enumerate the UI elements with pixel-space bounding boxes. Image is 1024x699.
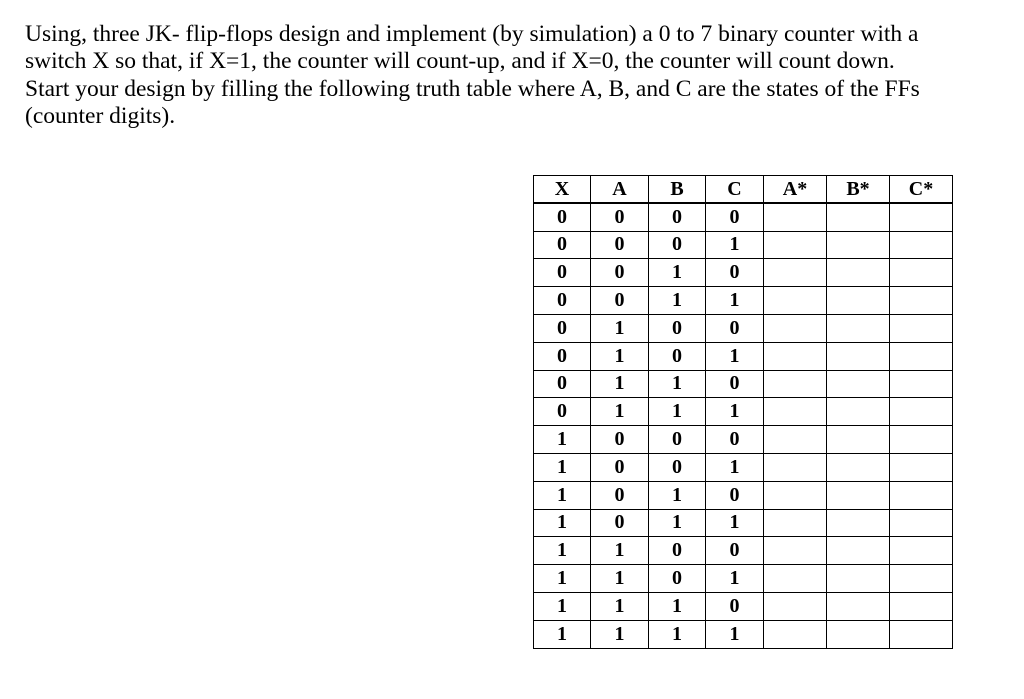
cell-a: 1 bbox=[591, 620, 649, 648]
cell-c: 0 bbox=[706, 370, 764, 398]
cell-c-next[interactable] bbox=[890, 342, 953, 370]
cell-a: 1 bbox=[591, 537, 649, 565]
cell-x: 1 bbox=[534, 481, 591, 509]
cell-c-next[interactable] bbox=[890, 231, 953, 259]
cell-a-next[interactable] bbox=[764, 537, 827, 565]
cell-b-next[interactable] bbox=[827, 203, 890, 231]
cell-x: 1 bbox=[534, 453, 591, 481]
cell-x: 1 bbox=[534, 565, 591, 593]
cell-c: 0 bbox=[706, 481, 764, 509]
cell-a: 0 bbox=[591, 481, 649, 509]
cell-c: 0 bbox=[706, 537, 764, 565]
cell-x: 0 bbox=[534, 398, 591, 426]
cell-b-next[interactable] bbox=[827, 592, 890, 620]
cell-c: 1 bbox=[706, 509, 764, 537]
cell-c: 1 bbox=[706, 398, 764, 426]
header-c-next: C* bbox=[890, 176, 953, 204]
cell-a-next[interactable] bbox=[764, 426, 827, 454]
cell-c: 0 bbox=[706, 426, 764, 454]
cell-c: 1 bbox=[706, 620, 764, 648]
cell-b: 0 bbox=[649, 203, 706, 231]
cell-b-next[interactable] bbox=[827, 481, 890, 509]
cell-a-next[interactable] bbox=[764, 342, 827, 370]
cell-a: 0 bbox=[591, 231, 649, 259]
cell-c-next[interactable] bbox=[890, 259, 953, 287]
table-row bbox=[534, 259, 953, 287]
cell-x: 0 bbox=[534, 342, 591, 370]
cell-x: 1 bbox=[534, 592, 591, 620]
problem-line-2: switch X so that, if X=1, the counter will count-up, and if X=0, the counter will count down. bbox=[25, 48, 895, 75]
cell-a: 1 bbox=[591, 370, 649, 398]
cell-a-next[interactable] bbox=[764, 453, 827, 481]
cell-a: 0 bbox=[591, 509, 649, 537]
cell-a: 0 bbox=[591, 426, 649, 454]
cell-a-next[interactable] bbox=[764, 259, 827, 287]
problem-statement bbox=[25, 21, 1015, 130]
truth-table-header-row bbox=[534, 176, 953, 204]
problem-line-1: Using, three JK- flip-flops design and implement (by simulation) a 0 to 7 binary counter with a bbox=[25, 21, 919, 47]
cell-c: 0 bbox=[706, 314, 764, 342]
cell-b: 0 bbox=[649, 537, 706, 565]
cell-b: 0 bbox=[649, 342, 706, 370]
table-row bbox=[534, 620, 953, 648]
cell-a-next[interactable] bbox=[764, 592, 827, 620]
cell-b: 0 bbox=[649, 453, 706, 481]
cell-c: 0 bbox=[706, 259, 764, 287]
cell-a-next[interactable] bbox=[764, 509, 827, 537]
cell-c-next[interactable] bbox=[890, 370, 953, 398]
table-row bbox=[534, 537, 953, 565]
cell-x: 0 bbox=[534, 231, 591, 259]
cell-b-next[interactable] bbox=[827, 565, 890, 593]
cell-a-next[interactable] bbox=[764, 620, 827, 648]
cell-a: 1 bbox=[591, 314, 649, 342]
cell-a-next[interactable] bbox=[764, 370, 827, 398]
cell-b-next[interactable] bbox=[827, 620, 890, 648]
cell-b-next[interactable] bbox=[827, 231, 890, 259]
cell-a: 0 bbox=[591, 259, 649, 287]
cell-b: 1 bbox=[649, 259, 706, 287]
cell-c: 0 bbox=[706, 592, 764, 620]
cell-x: 0 bbox=[534, 259, 591, 287]
cell-c-next[interactable] bbox=[890, 287, 953, 315]
header-a: A bbox=[591, 176, 649, 204]
cell-c: 1 bbox=[706, 287, 764, 315]
cell-c-next[interactable] bbox=[890, 398, 953, 426]
problem-line-4: (counter digits). bbox=[25, 102, 176, 129]
cell-b: 1 bbox=[649, 592, 706, 620]
table-row bbox=[534, 342, 953, 370]
table-row bbox=[534, 203, 953, 231]
cell-c: 1 bbox=[706, 342, 764, 370]
cell-b-next[interactable] bbox=[827, 259, 890, 287]
cell-b: 1 bbox=[649, 481, 706, 509]
cell-b: 0 bbox=[649, 314, 706, 342]
cell-x: 1 bbox=[534, 426, 591, 454]
cell-a-next[interactable] bbox=[764, 314, 827, 342]
truth-table bbox=[533, 175, 953, 649]
cell-c-next[interactable] bbox=[890, 453, 953, 481]
cell-x: 0 bbox=[534, 203, 591, 231]
cell-c-next[interactable] bbox=[890, 537, 953, 565]
cell-c-next[interactable] bbox=[890, 481, 953, 509]
header-a-next: A* bbox=[764, 176, 827, 204]
cell-a-next[interactable] bbox=[764, 287, 827, 315]
cell-c-next[interactable] bbox=[890, 426, 953, 454]
table-row bbox=[534, 565, 953, 593]
table-row bbox=[534, 398, 953, 426]
cell-b: 1 bbox=[649, 287, 706, 315]
cell-a: 0 bbox=[591, 203, 649, 231]
cell-c-next[interactable] bbox=[890, 592, 953, 620]
table-row bbox=[534, 370, 953, 398]
cell-b: 1 bbox=[649, 509, 706, 537]
cell-b: 0 bbox=[649, 231, 706, 259]
cell-b-next[interactable] bbox=[827, 453, 890, 481]
cell-a: 0 bbox=[591, 287, 649, 315]
cell-x: 0 bbox=[534, 314, 591, 342]
truth-table-body bbox=[534, 203, 953, 648]
table-row bbox=[534, 509, 953, 537]
header-c: C bbox=[706, 176, 764, 204]
table-row bbox=[534, 231, 953, 259]
cell-a-next[interactable] bbox=[764, 231, 827, 259]
cell-c-next[interactable] bbox=[890, 620, 953, 648]
table-row bbox=[534, 453, 953, 481]
cell-a: 0 bbox=[591, 453, 649, 481]
cell-x: 1 bbox=[534, 537, 591, 565]
cell-b-next[interactable] bbox=[827, 426, 890, 454]
cell-c: 1 bbox=[706, 231, 764, 259]
cell-b: 1 bbox=[649, 398, 706, 426]
cell-c-next[interactable] bbox=[890, 314, 953, 342]
table-row bbox=[534, 426, 953, 454]
header-x: X bbox=[534, 176, 591, 204]
cell-a: 1 bbox=[591, 592, 649, 620]
cell-c: 1 bbox=[706, 453, 764, 481]
cell-b-next[interactable] bbox=[827, 342, 890, 370]
cell-b-next[interactable] bbox=[827, 537, 890, 565]
cell-b-next[interactable] bbox=[827, 398, 890, 426]
table-row bbox=[534, 314, 953, 342]
cell-c-next[interactable] bbox=[890, 509, 953, 537]
cell-c: 1 bbox=[706, 565, 764, 593]
cell-b-next[interactable] bbox=[827, 314, 890, 342]
cell-c-next[interactable] bbox=[890, 565, 953, 593]
cell-x: 0 bbox=[534, 287, 591, 315]
cell-x: 0 bbox=[534, 370, 591, 398]
table-row bbox=[534, 287, 953, 315]
cell-a-next[interactable] bbox=[764, 565, 827, 593]
cell-x: 1 bbox=[534, 620, 591, 648]
header-b-next: B* bbox=[827, 176, 890, 204]
cell-b: 1 bbox=[649, 370, 706, 398]
cell-b: 0 bbox=[649, 426, 706, 454]
cell-a-next[interactable] bbox=[764, 481, 827, 509]
cell-b-next[interactable] bbox=[827, 509, 890, 537]
cell-c-next[interactable] bbox=[890, 203, 953, 231]
cell-a-next[interactable] bbox=[764, 398, 827, 426]
cell-a: 1 bbox=[591, 342, 649, 370]
cell-a-next[interactable] bbox=[764, 203, 827, 231]
cell-b: 1 bbox=[649, 620, 706, 648]
table-row bbox=[534, 592, 953, 620]
cell-b-next[interactable] bbox=[827, 287, 890, 315]
problem-line-3: Start your design by filling the following truth table where A, B, and C are the states of the FFs bbox=[25, 75, 920, 102]
table-row bbox=[534, 481, 953, 509]
cell-b-next[interactable] bbox=[827, 370, 890, 398]
cell-b: 0 bbox=[649, 565, 706, 593]
cell-x: 1 bbox=[534, 509, 591, 537]
cell-a: 1 bbox=[591, 565, 649, 593]
cell-a: 1 bbox=[591, 398, 649, 426]
header-b: B bbox=[649, 176, 706, 204]
cell-c: 0 bbox=[706, 203, 764, 231]
